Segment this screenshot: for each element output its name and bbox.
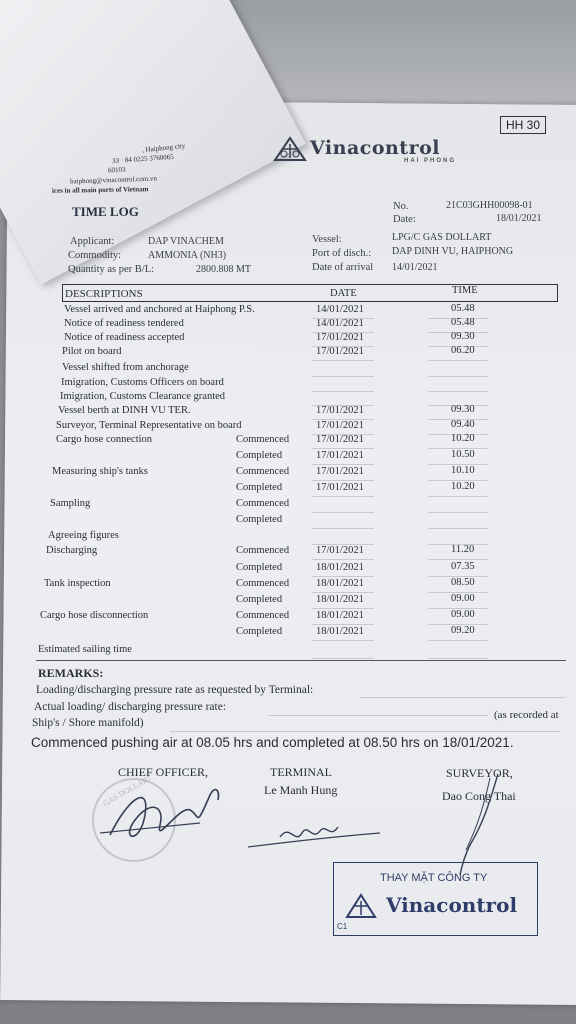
vessel-value: LPG/C GAS DOLLART <box>392 232 492 243</box>
row-time: 10.20 <box>451 433 475 444</box>
address-line-2: 33 · 84 0225 3760065 <box>111 152 175 166</box>
row-time: 09.30 <box>451 331 475 342</box>
applicant-value: DAP VINACHEM <box>148 236 224 247</box>
row-description: Imigration, Customs Officers on board <box>61 377 224 388</box>
row-description: Discharging <box>46 545 98 556</box>
time-fill-line <box>428 559 488 560</box>
row-description: Imigration, Customs Clearance granted <box>60 391 226 402</box>
row-description: Vessel shifted from anchorage <box>62 362 189 373</box>
address-line-4: haiphong@vinacontrol.com.vn <box>69 174 158 186</box>
remarks-fill-line-2 <box>268 715 488 716</box>
arrival-label: Date of arrival <box>312 262 374 273</box>
col-date: DATE <box>330 288 357 299</box>
doc-title: TIME LOG <box>72 204 139 219</box>
row-status: Completed <box>236 626 283 637</box>
row-date: 17/01/2021 <box>316 434 364 445</box>
remarks-title: REMARKS: <box>38 666 104 680</box>
col-time: TIME <box>452 285 478 296</box>
row-time: 09.00 <box>451 593 475 604</box>
col-descriptions: DESCRIPTIONS <box>65 288 143 300</box>
date-fill-line <box>312 496 374 497</box>
remarks-line-2-right: (as recorded at <box>494 709 559 721</box>
terminal-name: Le Manh Hung <box>264 783 338 797</box>
row-time: 09.30 <box>451 404 475 415</box>
row-description: Estimated sailing time <box>38 644 132 655</box>
terminal-signature <box>240 815 390 855</box>
row-description: Vessel berth at DINH VU TER. <box>58 405 191 416</box>
commodity-value: AMMONIA (NH3) <box>148 250 227 261</box>
date-fill-line <box>312 559 374 560</box>
row-status: Completed <box>236 514 283 525</box>
address-line-1: , Haiphong city <box>141 141 186 155</box>
form-code: HH 30 <box>500 116 546 134</box>
typed-remark: Commenced pushing air at 08.05 hrs and completed at 08.50 hrs on 18/01/2021. <box>31 735 514 750</box>
row-date: 18/01/2021 <box>316 626 364 637</box>
date-value: 18/01/2021 <box>496 213 542 224</box>
row-description: Measuring ship's tanks <box>52 466 148 477</box>
time-fill-line <box>428 640 488 641</box>
date-fill-line <box>312 658 374 659</box>
row-date: 17/01/2021 <box>316 405 364 416</box>
remarks-fill-line-3 <box>170 731 560 732</box>
address-line-3: 60103 <box>107 165 126 175</box>
row-time: 05.48 <box>451 317 475 328</box>
ship-stamp-text: GAS DOLLART <box>101 772 154 809</box>
row-time: 05.48 <box>451 303 475 314</box>
company-logo-sub: HAI PHONG <box>404 158 457 164</box>
row-date: 17/01/2021 <box>316 450 364 461</box>
row-description: Sampling <box>50 498 91 509</box>
chief-officer-label: CHIEF OFFICER, <box>118 765 209 779</box>
date-fill-line <box>312 608 374 609</box>
date-fill-line <box>312 360 374 361</box>
row-description: Surveyor, Terminal Representative on board <box>56 420 242 431</box>
row-description: Pilot on board <box>62 346 122 357</box>
remarks-fill-line-1 <box>360 697 565 698</box>
row-status: Commenced <box>236 434 290 445</box>
row-status: Completed <box>236 482 283 493</box>
row-description: Agreeing figures <box>48 530 119 541</box>
date-label: Date: <box>393 214 416 225</box>
row-date: 17/01/2021 <box>316 482 364 493</box>
row-date: 17/01/2021 <box>316 466 364 477</box>
row-date: 18/01/2021 <box>316 610 364 621</box>
row-time: 08.50 <box>451 577 475 588</box>
time-fill-line <box>428 376 488 377</box>
table-bottom-rule <box>36 660 566 661</box>
row-description: Cargo hose connection <box>56 434 153 445</box>
row-status: Commenced <box>236 498 290 509</box>
date-fill-line <box>312 624 374 625</box>
vinacontrol-logo-icon <box>272 136 308 162</box>
date-fill-line <box>312 592 374 593</box>
surveyor-name: Dao Cong Thai <box>442 789 516 803</box>
address-line-5: ices in all main ports of Vietnam <box>51 185 149 195</box>
time-fill-line <box>428 391 488 392</box>
row-description: Notice of readiness accepted <box>64 332 185 343</box>
company-logo-text: Vinacontrol <box>310 137 440 159</box>
row-date: 17/01/2021 <box>316 332 364 343</box>
date-fill-line <box>312 480 374 481</box>
row-description: Tank inspection <box>44 578 111 589</box>
surveyor-label: SURVEYOR, <box>446 766 513 780</box>
stamp-company: Vinacontrol <box>386 893 518 917</box>
date-fill-line <box>312 448 374 449</box>
row-status: Commenced <box>236 545 290 556</box>
time-fill-line <box>428 512 488 513</box>
time-fill-line <box>428 528 488 529</box>
date-fill-line <box>312 640 374 641</box>
row-status: Commenced <box>236 578 290 589</box>
no-value: 21C03GHH00098-01 <box>446 200 533 211</box>
row-time: 10.20 <box>451 481 475 492</box>
row-time: 09.20 <box>451 625 475 636</box>
row-date: 18/01/2021 <box>316 562 364 573</box>
remarks-line-3: Ship's / Shore manifold) <box>32 717 144 729</box>
vessel-label: Vessel: <box>312 234 342 245</box>
row-time: 11.20 <box>451 544 475 555</box>
applicant-label: Applicant: <box>70 236 115 247</box>
row-date: 17/01/2021 <box>316 545 364 556</box>
row-description: Cargo hose disconnection <box>40 610 149 621</box>
remarks-line-1: Loading/discharging pressure rate as requested by Terminal: <box>36 684 314 696</box>
row-time: 10.50 <box>451 449 475 460</box>
row-time: 09.40 <box>451 419 475 430</box>
date-fill-line <box>312 512 374 513</box>
stamp-logo-icon <box>344 893 378 919</box>
date-fill-line <box>312 464 374 465</box>
row-time: 10.10 <box>451 465 475 476</box>
time-fill-line <box>428 360 488 361</box>
remarks-line-2: Actual loading/ discharging pressure rate: <box>34 701 227 713</box>
row-time: 06.20 <box>451 345 475 356</box>
quantity-label: Quantity as per B/L: <box>68 264 155 275</box>
terminal-label: TERMINAL <box>270 765 332 779</box>
commodity-label: Commodity: <box>68 250 122 261</box>
row-status: Commenced <box>236 610 290 621</box>
row-description: Vessel arrived and anchored at Haiphong P.S. <box>64 304 255 315</box>
row-date: 14/01/2021 <box>316 318 364 329</box>
time-fill-line <box>428 496 488 497</box>
row-date: 17/01/2021 <box>316 346 364 357</box>
row-date: 17/01/2021 <box>316 420 364 431</box>
date-fill-line <box>312 391 374 392</box>
date-fill-line <box>312 376 374 377</box>
row-status: Completed <box>236 450 283 461</box>
row-date: 18/01/2021 <box>316 578 364 589</box>
row-date: 14/01/2021 <box>316 304 364 315</box>
port-value: DAP DINH VU, HAIPHONG <box>392 246 514 257</box>
stamp-code: C1 <box>337 922 348 931</box>
row-description: Notice of readiness tendered <box>64 318 184 329</box>
row-date: 18/01/2021 <box>316 594 364 605</box>
stamp-title: THAY MẶT CÔNG TY <box>380 872 488 884</box>
row-time: 09.00 <box>451 609 475 620</box>
date-fill-line <box>312 528 374 529</box>
quantity-value: 2800.808 MT <box>196 264 251 275</box>
port-label: Port of disch.: <box>312 248 372 259</box>
row-status: Commenced <box>236 466 290 477</box>
row-status: Completed <box>236 594 283 605</box>
time-fill-line <box>428 658 488 659</box>
row-time: 07.35 <box>451 561 475 572</box>
no-label: No. <box>393 201 409 212</box>
arrival-value: 14/01/2021 <box>392 262 438 273</box>
date-fill-line <box>312 576 374 577</box>
row-status: Completed <box>236 562 283 573</box>
